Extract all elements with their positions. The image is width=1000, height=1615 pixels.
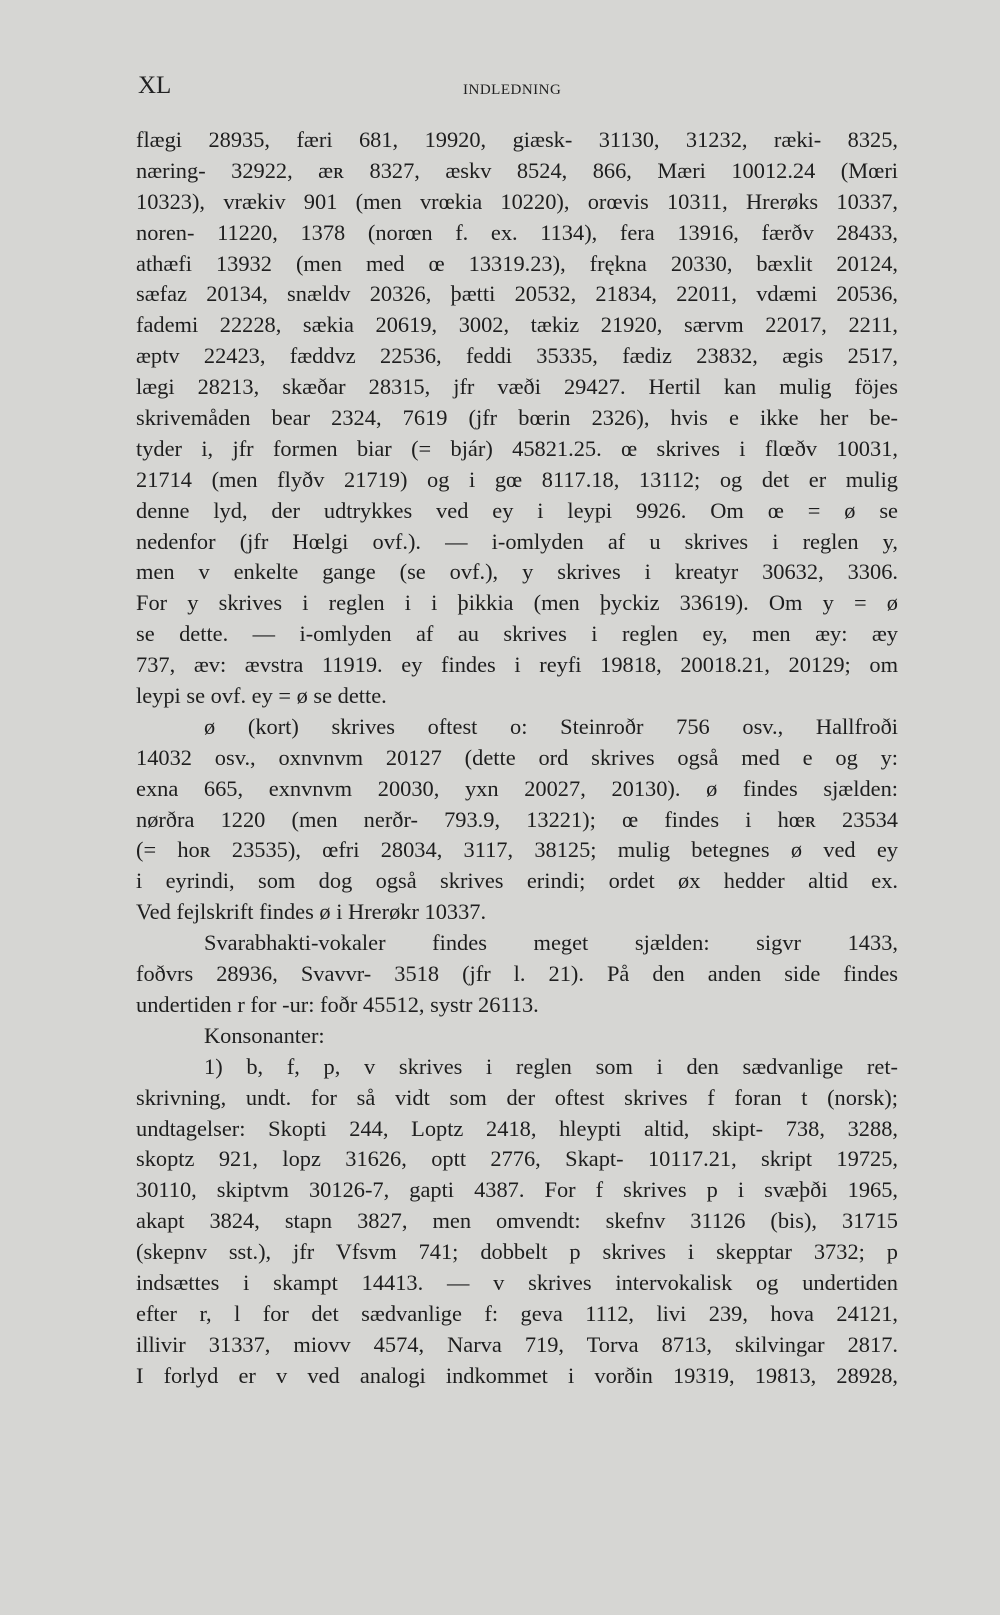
text-line: 1) b, f, p, v skrives i reglen som i den sædvanlige ret- [204, 1053, 898, 1079]
text-line: (= hoʀ 23535), œfri 28034, 3117, 38125; mulig betegnes ø ved ey [136, 837, 898, 863]
text-line: skrivning, undt. for så vidt som der oftest skrives f foran t (norsk); [136, 1084, 898, 1110]
text-line: 14032 osv., oxnvnvm 20127 (dette ord skrives også med e og y: [136, 744, 898, 770]
text-line: skoptz 921, lopz 31626, optt 2776, Skapt- 10117.21, skript 19725, [136, 1146, 898, 1172]
text-line: sæfaz 20134, snældv 20326, þætti 20532, 21834, 22011, vdæmi 20536, [136, 281, 898, 307]
text-line: 737, æv: ævstra 11919. ey findes i reyfi 19818, 20018.21, 20129; om [136, 652, 898, 678]
text-line: noren- 11220, 1378 (norœn f. ex. 1134), fera 13916, færðv 28433, [136, 219, 898, 245]
text-line: denne lyd, der udtrykkes ved ey i leypi 9926. Om œ = ø se [136, 497, 898, 523]
text-line: æptv 22423, fæddvz 22536, feddi 35335, fædiz 23832, ægis 2517, [136, 343, 898, 369]
page-header [138, 72, 898, 112]
text-line: flægi 28935, færi 681, 19920, giæsk- 31130, 31232, ræki- 8325, [136, 127, 898, 152]
text-line: 30110, skiptvm 30126-7, gapti 4387. For f skrives p i svæþði 1965, [136, 1177, 898, 1203]
text-line: efter r, l for det sædvanlige f: geva 1112, livi 239, hova 24121, [136, 1300, 898, 1326]
section-heading: Konsonanter: [204, 1022, 325, 1048]
text-line: Ved fejlskrift findes ø i Hrerøkr 10337. [136, 899, 487, 925]
text-line: nørðra 1220 (men nerðr- 793.9, 13221); œ findes i hœʀ 23534 [136, 806, 898, 832]
text-line: foðvrs 28936, Svavvr- 3518 (jfr l. 21). På den anden side findes [136, 961, 898, 987]
text-line: men v enkelte gange (se ovf.), y skrives i kreatyr 30632, 3306. [136, 559, 898, 585]
text-line: næring- 32922, æʀ 8327, æskv 8524, 866, Mæri 10012.24 (Mœri [136, 157, 898, 183]
running-title: INDLEDNING [463, 82, 562, 98]
text-line: undertiden r for -ur: foðr 45512, systr 26113. [136, 991, 539, 1017]
text-line: ø (kort) skrives oftest o: Steinroðr 756 osv., Hallfroði [204, 713, 898, 739]
text-line: illivir 31337, miovv 4574, Narva 719, Torva 8713, skilvingar 2817. [136, 1331, 898, 1357]
text-line: exna 665, exnvnvm 20030, yxn 20027, 20130). ø findes sjælden: [136, 775, 898, 801]
text-line: I forlyd er v ved analogi indkommet i vorðin 19319, 19813, 28928, [136, 1362, 898, 1388]
body-text [136, 125, 898, 1392]
text-line: athæfi 13932 (men med œ 13319.23), frękna 20330, bæxlit 20124, [136, 250, 898, 276]
text-line: fademi 22228, sækia 20619, 3002, tækiz 21920, særvm 22017, 2211, [136, 312, 898, 338]
text-line: nedenfor (jfr Hœlgi ovf.). — i-omlyden af u skrives i reglen y, [136, 528, 898, 554]
text-line: undtagelser: Skopti 244, Loptz 2418, hleypti altid, skipt- 738, 3288, [136, 1115, 898, 1141]
text-line: leypi se ovf. ey = ø se dette. [136, 683, 387, 709]
text-line: Svarabhakti-vokaler findes meget sjælden: sigvr 1433, [204, 930, 898, 956]
text-line: tyder i, jfr formen biar (= bjár) 45821.25. œ skrives i flœðv 10031, [136, 435, 898, 461]
page-number: XL [138, 72, 172, 99]
text-line: se dette. — i-omlyden af au skrives i reglen ey, men æy: æy [136, 621, 898, 647]
text-line: lægi 28213, skæðar 28315, jfr væði 29427. Hertil kan mulig föjes [136, 374, 898, 400]
text-line: i eyrindi, som dog også skrives erindi; ordet øx hedder altid ex. [136, 868, 898, 894]
text-line: (skepnv sst.), jfr Vfsvm 741; dobbelt p skrives i skepptar 3732; p [136, 1239, 898, 1265]
text-line: indsættes i skampt 14413. — v skrives intervokalisk og undertiden [136, 1269, 898, 1295]
text-line: skrivemåden bear 2324, 7619 (jfr bœrin 2326), hvis e ikke her be- [136, 405, 898, 431]
text-line: akapt 3824, stapn 3827, men omvendt: skefnv 31126 (bis), 31715 [136, 1208, 898, 1234]
text-line: For y skrives i reglen i i þikkia (men þyckiz 33619). Om y = ø [136, 590, 898, 616]
text-line: 10323), vrækiv 901 (men vrœkia 10220), orœvis 10311, Hrerøks 10337, [136, 188, 898, 214]
text-line: 21714 (men flyðv 21719) og i gœ 8117.18, 13112; og det er mulig [136, 466, 898, 492]
